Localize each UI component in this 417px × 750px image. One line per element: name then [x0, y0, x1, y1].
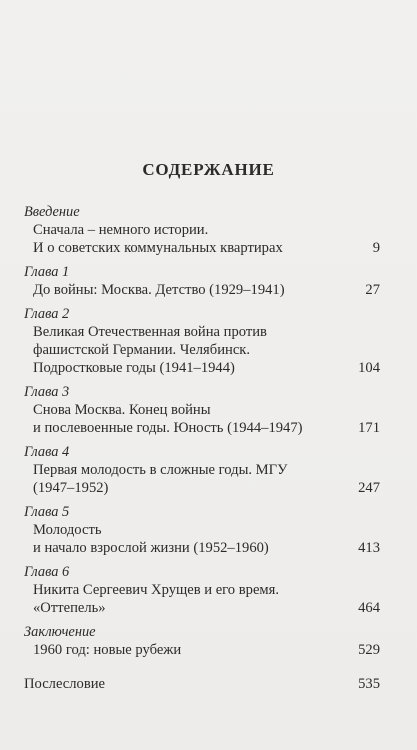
- entry-body: [24, 461, 380, 497]
- page-number: 413: [358, 540, 380, 556]
- entry-label: Глава 1: [24, 264, 70, 280]
- entry-title-line: Подростковые годы (1941–1944): [33, 360, 235, 376]
- entry-title-line: Великая Отечественная война против: [33, 324, 267, 340]
- entry-label: Заключение: [24, 624, 96, 640]
- toc-entry-chapter-2[interactable]: [24, 305, 380, 377]
- entry-label: Глава 3: [24, 384, 70, 400]
- entry-title-line: Сначала – немного истории.: [33, 222, 209, 238]
- entry-title-line: Первая молодость в сложные годы. МГУ: [33, 462, 288, 478]
- entry-body: [24, 221, 380, 257]
- entry-body: [24, 675, 380, 693]
- toc-entry-chapter-3[interactable]: [24, 383, 380, 437]
- entry-title: [33, 461, 348, 497]
- entry-label: Введение: [24, 204, 80, 220]
- entry-title-line: и послевоенные годы. Юность (1944–1947): [33, 420, 303, 436]
- entry-body: [24, 401, 380, 437]
- entry-title-line: фашистской Германии. Челябинск.: [33, 342, 251, 358]
- page-number: 535: [358, 676, 380, 692]
- entry-label: Глава 5: [24, 504, 70, 520]
- entry-title: [33, 581, 348, 617]
- toc-entry-conclusion[interactable]: [24, 623, 380, 659]
- page-number: 104: [358, 360, 380, 376]
- page-number: 171: [358, 420, 380, 436]
- entry-body: [24, 581, 380, 617]
- page-number: 464: [358, 600, 380, 616]
- entry-label: Глава 2: [24, 306, 70, 322]
- entry-body: [24, 521, 380, 557]
- entry-title-line: Молодость: [33, 522, 102, 538]
- page-number: 27: [365, 282, 380, 298]
- entry-label: Глава 4: [24, 444, 70, 460]
- entry-title-line: 1960 год: новые рубежи: [33, 642, 182, 658]
- entry-label: Глава 6: [24, 564, 70, 580]
- entry-title-line: Никита Сергеевич Хрущев и его время.: [33, 582, 280, 598]
- entry-title-line: Снова Москва. Конец войны: [33, 402, 211, 418]
- page-title: СОДЕРЖАНИЕ: [142, 160, 275, 179]
- entry-title: [33, 281, 355, 299]
- entry-title-line: И о советских коммунальных квартирах: [33, 240, 283, 256]
- entry-title: [33, 323, 348, 377]
- entry-title: [33, 521, 348, 557]
- toc-entry-chapter-6[interactable]: [24, 563, 380, 617]
- page-number: 9: [372, 240, 380, 256]
- entry-title-line: (1947–1952): [33, 480, 109, 496]
- entry-title-line: Послесловие: [24, 676, 106, 692]
- toc-entry-chapter-4[interactable]: [24, 443, 380, 497]
- entry-body: [24, 641, 380, 659]
- entry-title: [33, 221, 363, 257]
- entry-title: [24, 675, 348, 693]
- table-of-contents: [24, 203, 380, 699]
- toc-entry-chapter-1[interactable]: [24, 263, 380, 299]
- entry-title-line: До войны: Москва. Детство (1929–1941): [33, 282, 285, 298]
- entry-title: [33, 641, 348, 659]
- page-number: 529: [358, 642, 380, 658]
- entry-body: [24, 281, 380, 299]
- toc-entry-chapter-5[interactable]: [24, 503, 380, 557]
- entry-title: [33, 401, 348, 437]
- toc-entry-afterword[interactable]: [24, 675, 380, 693]
- entry-title-line: и начало взрослой жизни (1952–1960): [33, 540, 269, 556]
- entry-title-line: «Оттепель»: [33, 600, 106, 616]
- page-number: 247: [358, 480, 380, 496]
- entry-body: [24, 323, 380, 377]
- toc-entry-introduction[interactable]: [24, 203, 380, 257]
